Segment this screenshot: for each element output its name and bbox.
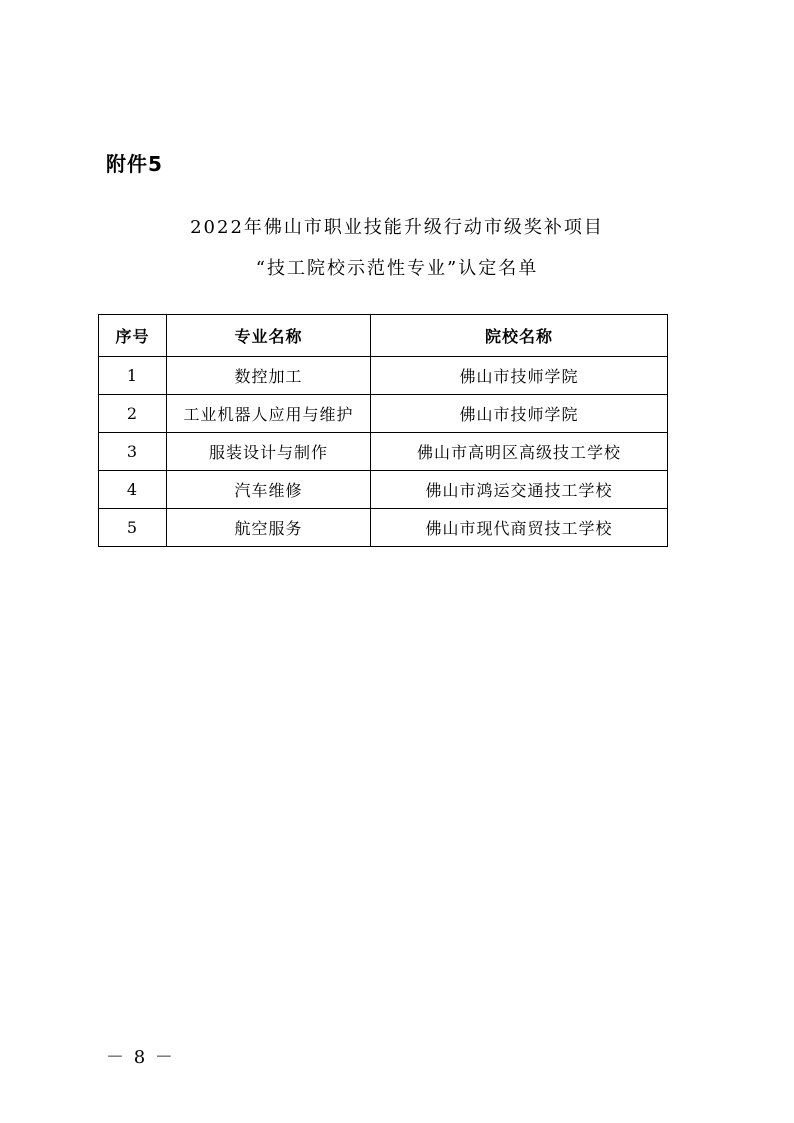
cell-serial-number: 4 (99, 471, 167, 509)
cell-major-name: 汽车维修 (167, 471, 371, 509)
cell-major-name: 数控加工 (167, 357, 371, 395)
cell-serial-number: 5 (99, 509, 167, 547)
cell-school-name: 佛山市技师学院 (371, 357, 668, 395)
attachment-label: 附件5 (106, 152, 163, 176)
cell-major-name: 服装设计与制作 (167, 433, 371, 471)
cell-school-name: 佛山市高明区高级技工学校 (371, 433, 668, 471)
cell-major-name: 航空服务 (167, 509, 371, 547)
page-number: － 8 － (106, 1047, 175, 1068)
document-title-line-1: 2022年佛山市职业技能升级行动市级奖补项目 (190, 217, 604, 238)
table-row (99, 471, 668, 509)
cell-school-name: 佛山市现代商贸技工学校 (371, 509, 668, 547)
cell-serial-number: 1 (99, 357, 167, 395)
header-major-name: 专业名称 (167, 315, 371, 357)
table-header-row (99, 315, 668, 357)
document-title-line-2: “技工院校示范性专业”认定名单 (255, 258, 539, 279)
cell-school-name: 佛山市鸿运交通技工学校 (371, 471, 668, 509)
cell-school-name: 佛山市技师学院 (371, 395, 668, 433)
table-row (99, 433, 668, 471)
cell-major-name: 工业机器人应用与维护 (167, 395, 371, 433)
header-serial-number: 序号 (99, 315, 167, 357)
cell-serial-number: 2 (99, 395, 167, 433)
table-row (99, 357, 668, 395)
cell-serial-number: 3 (99, 433, 167, 471)
recognition-list-table (98, 314, 668, 547)
header-school-name: 院校名称 (371, 315, 668, 357)
table-row (99, 509, 668, 547)
table-row (99, 395, 668, 433)
